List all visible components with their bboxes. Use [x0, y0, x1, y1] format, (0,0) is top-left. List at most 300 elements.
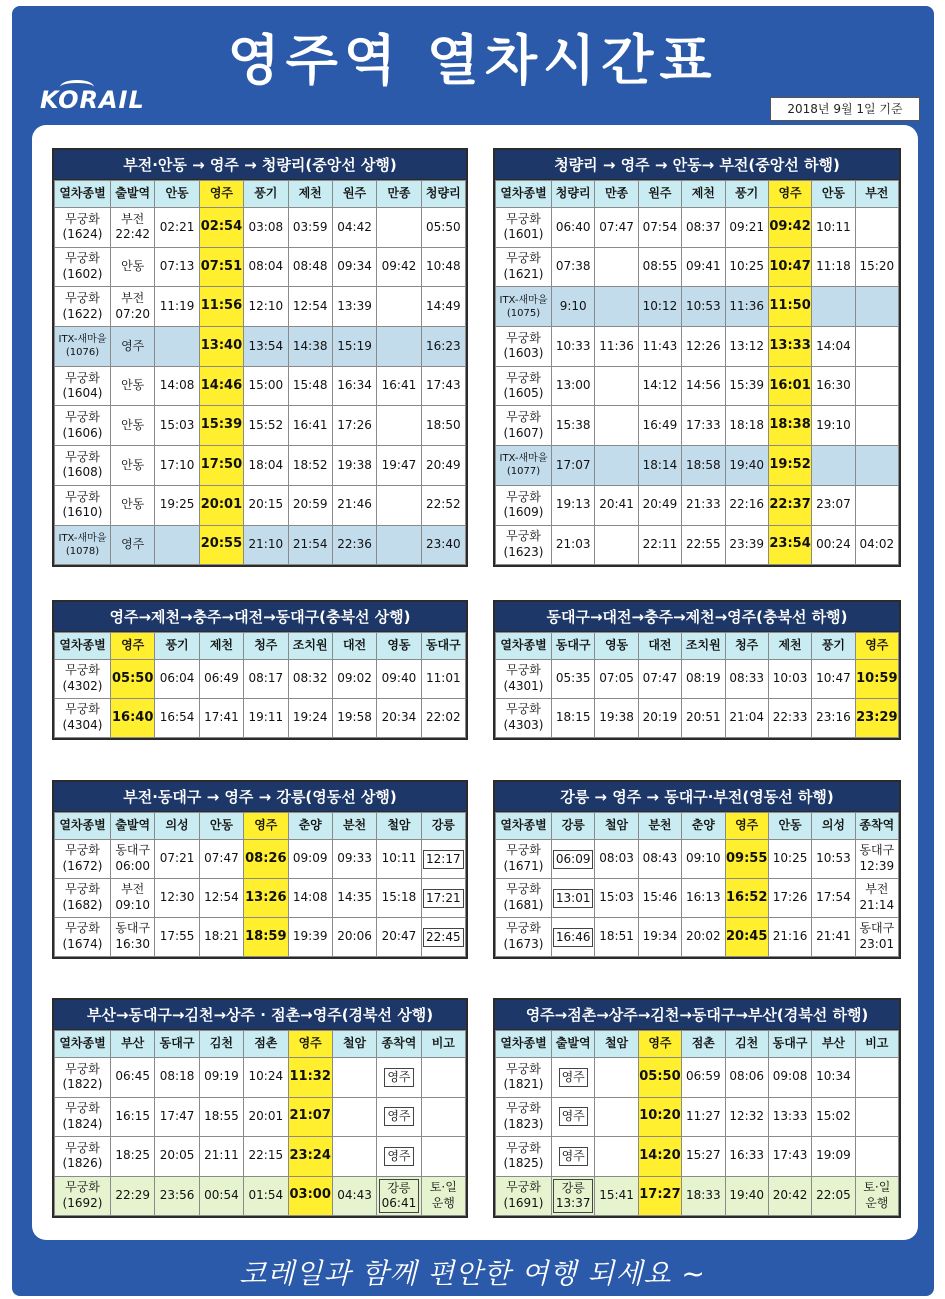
time-cell: 19:24 [288, 699, 332, 738]
column-header: 제천 [768, 633, 811, 660]
train-type-cell: ITX-새마을 (1075) [496, 287, 552, 327]
time-cell: 안동 [111, 406, 155, 446]
table-chungbuk-up [52, 600, 468, 740]
time-cell: 10:59 [855, 660, 898, 699]
time-cell: 07:38 [552, 247, 595, 287]
table-row [55, 446, 466, 486]
table-row [496, 406, 899, 446]
column-header: 동대구 [421, 633, 465, 660]
time-cell: 12:26 [682, 327, 725, 367]
train-type-cell: 무궁화 (1674) [55, 918, 111, 957]
table-row [55, 879, 466, 918]
time-cell: 19:09 [812, 1137, 855, 1177]
time-cell: 18:51 [595, 918, 638, 957]
time-cell: 09:41 [682, 247, 725, 287]
time-cell [552, 1058, 595, 1098]
time-cell: 동대구 06:00 [111, 840, 155, 879]
boxed-value: 강릉 06:41 [379, 1179, 420, 1213]
time-cell [595, 406, 638, 446]
column-header: 제천 [199, 633, 243, 660]
time-cell: 07:47 [595, 208, 638, 248]
time-cell: 18:58 [682, 446, 725, 486]
column-header: 열차종별 [496, 1031, 552, 1058]
table-row [496, 446, 899, 486]
time-cell: 11:27 [682, 1097, 725, 1137]
boxed-value: 영주 [559, 1147, 588, 1166]
time-cell [812, 446, 855, 486]
time-cell: 17:41 [199, 699, 243, 738]
time-cell: 04:42 [332, 208, 376, 248]
time-cell: 21:41 [812, 918, 855, 957]
time-cell: 15:46 [638, 879, 681, 918]
time-cell: 00:54 [199, 1176, 243, 1216]
timetable-grid [54, 632, 466, 738]
time-cell [377, 1137, 421, 1177]
time-cell: 04:43 [332, 1176, 376, 1216]
table-yeongdong-down [493, 780, 901, 959]
time-cell [855, 406, 898, 446]
time-cell: 09:21 [725, 208, 768, 248]
time-cell: 16:49 [638, 406, 681, 446]
column-header: 만종 [595, 181, 638, 208]
train-type-cell: 무궁화 (1602) [55, 247, 111, 287]
time-cell: 19:40 [725, 446, 768, 486]
time-cell: 07:54 [638, 208, 681, 248]
time-cell: 20:19 [638, 699, 681, 738]
time-cell: 14:46 [199, 366, 243, 406]
timetable-grid [495, 180, 899, 565]
time-cell: 20:55 [199, 525, 243, 565]
column-header: 대전 [332, 633, 376, 660]
time-cell: 19:38 [332, 446, 376, 486]
time-cell: 23:39 [725, 525, 768, 565]
table-row [496, 485, 899, 525]
time-cell [855, 287, 898, 327]
time-cell [552, 1137, 595, 1177]
column-header: 영동 [377, 633, 421, 660]
train-type-cell: 무궁화 (1821) [496, 1058, 552, 1098]
time-cell [421, 840, 465, 879]
time-cell: 10:53 [682, 287, 725, 327]
time-cell: 08:48 [288, 247, 332, 287]
time-cell: 21:11 [199, 1137, 243, 1177]
time-cell: 16:52 [725, 879, 768, 918]
time-cell: 23:16 [812, 699, 855, 738]
timetable-grid [495, 1030, 899, 1216]
column-header: 종착역 [855, 813, 898, 840]
time-cell: 22:11 [638, 525, 681, 565]
time-cell: 09:08 [768, 1058, 811, 1098]
column-header: 종착역 [377, 1031, 421, 1058]
column-header: 동대구 [155, 1031, 199, 1058]
time-cell: 11:01 [421, 660, 465, 699]
column-header: 영주 [244, 813, 288, 840]
time-cell [377, 208, 421, 248]
time-cell: 11:36 [725, 287, 768, 327]
time-cell: 부전 21:14 [855, 879, 898, 918]
time-cell: 21:16 [768, 918, 811, 957]
time-cell: 18:04 [244, 446, 288, 486]
train-type-cell: 무궁화 (1621) [496, 247, 552, 287]
column-header: 영주 [288, 1031, 332, 1058]
column-header: 열차종별 [55, 633, 111, 660]
time-cell: 22:16 [725, 485, 768, 525]
header-row [496, 1031, 899, 1058]
header-row [55, 1031, 466, 1058]
train-type-cell: 무궁화 (1604) [55, 366, 111, 406]
table-jungang-up [52, 148, 468, 567]
time-cell: 18:25 [111, 1137, 155, 1177]
time-cell: 22:37 [768, 485, 811, 525]
table-row [55, 208, 466, 248]
table-row [55, 366, 466, 406]
table-row [496, 840, 899, 879]
column-header: 동대구 [768, 1031, 811, 1058]
table-row [496, 918, 899, 957]
column-header: 청량리 [552, 181, 595, 208]
time-cell: 18:59 [244, 918, 288, 957]
time-cell: 19:11 [244, 699, 288, 738]
time-cell [552, 918, 595, 957]
column-header: 비고 [855, 1031, 898, 1058]
time-cell: 10:11 [377, 840, 421, 879]
time-cell: 07:51 [199, 247, 243, 287]
column-header: 청주 [725, 633, 768, 660]
time-cell [855, 366, 898, 406]
time-cell: 17:07 [552, 446, 595, 486]
time-cell: 15:03 [155, 406, 199, 446]
column-header: 영주 [855, 633, 898, 660]
time-cell: 06:45 [111, 1058, 155, 1098]
train-type-cell: ITX-새마을 (1076) [55, 327, 111, 367]
column-header: 열차종별 [496, 633, 552, 660]
time-cell: 00:24 [812, 525, 855, 565]
column-header: 영주 [725, 813, 768, 840]
time-cell: 20:45 [725, 918, 768, 957]
header-row [496, 813, 899, 840]
table-title: 부전·안동 → 영주 → 청량리(중앙선 상행) [54, 150, 466, 180]
time-cell [595, 1137, 638, 1177]
time-cell [155, 525, 199, 565]
time-cell: 10:53 [812, 840, 855, 879]
time-cell: 23:56 [155, 1176, 199, 1216]
table-title: 청량리 → 영주 → 안동→ 부전(중앙선 하행) [495, 150, 899, 180]
time-cell: 15:00 [244, 366, 288, 406]
time-cell: 20:59 [288, 485, 332, 525]
time-cell: 20:01 [244, 1097, 288, 1137]
column-header: 김천 [725, 1031, 768, 1058]
time-cell: 12:54 [199, 879, 243, 918]
train-type-cell: 무궁화 (1822) [55, 1058, 111, 1098]
time-cell: 10:34 [812, 1058, 855, 1098]
time-cell: 09:33 [332, 840, 376, 879]
time-cell: 17:47 [155, 1097, 199, 1137]
column-header: 제천 [682, 181, 725, 208]
time-cell: 12:32 [725, 1097, 768, 1137]
column-header: 열차종별 [55, 181, 111, 208]
time-cell: 19:38 [595, 699, 638, 738]
time-cell [595, 1058, 638, 1098]
table-row [496, 327, 899, 367]
time-cell: 07:47 [199, 840, 243, 879]
time-cell: 안동 [111, 366, 155, 406]
time-cell: 17:43 [421, 366, 465, 406]
time-cell: 01:54 [244, 1176, 288, 1216]
time-cell: 11:43 [638, 327, 681, 367]
train-type-cell: 무궁화 (1609) [496, 485, 552, 525]
time-cell: 16:41 [288, 406, 332, 446]
time-cell: 17:43 [768, 1137, 811, 1177]
time-cell: 08:26 [244, 840, 288, 879]
time-cell [595, 1097, 638, 1137]
train-type-cell: 무궁화 (1623) [496, 525, 552, 565]
column-header: 풍기 [244, 181, 288, 208]
time-cell: 09:09 [288, 840, 332, 879]
time-cell: 06:40 [552, 208, 595, 248]
train-type-cell: 무궁화 (1691) [496, 1176, 552, 1216]
time-cell [332, 1097, 376, 1137]
time-cell: 13:54 [244, 327, 288, 367]
time-cell: 부전 07:20 [111, 287, 155, 327]
column-header: 부산 [111, 1031, 155, 1058]
table-row [55, 525, 466, 565]
timetable-grid [54, 180, 466, 565]
time-cell: 19:40 [725, 1176, 768, 1216]
table-title: 부산→동대구→김천→상주 · 점촌→영주(경북선 상행) [54, 1000, 466, 1030]
time-cell [552, 1176, 595, 1216]
train-type-cell: 무궁화 (1692) [55, 1176, 111, 1216]
time-cell [855, 208, 898, 248]
train-type-cell: 무궁화 (4302) [55, 660, 111, 699]
time-cell: 09:40 [377, 660, 421, 699]
time-cell: 20:06 [332, 918, 376, 957]
column-header: 춘양 [682, 813, 725, 840]
boxed-value: 영주 [384, 1107, 413, 1126]
time-cell: 동대구 23:01 [855, 918, 898, 957]
time-cell: 22:55 [682, 525, 725, 565]
table-row [496, 1058, 899, 1098]
train-type-cell: 무궁화 (4303) [496, 699, 552, 738]
time-cell: 19:25 [155, 485, 199, 525]
time-cell: 13:12 [725, 327, 768, 367]
time-cell: 21:33 [682, 485, 725, 525]
time-cell: 21:46 [332, 485, 376, 525]
boxed-value: 영주 [384, 1147, 413, 1166]
time-cell: 14:35 [332, 879, 376, 918]
column-header: 동대구 [552, 633, 595, 660]
time-cell [855, 1058, 898, 1098]
column-header: 안동 [155, 181, 199, 208]
time-cell: 06:59 [682, 1058, 725, 1098]
time-cell: 10:47 [812, 660, 855, 699]
column-header: 철암 [595, 1031, 638, 1058]
time-cell: 11:19 [155, 287, 199, 327]
time-cell: 20:02 [682, 918, 725, 957]
time-cell: 09:42 [377, 247, 421, 287]
train-type-cell: ITX-새마을 (1077) [496, 446, 552, 486]
time-cell: 14:38 [288, 327, 332, 367]
time-cell: 03:59 [288, 208, 332, 248]
column-header: 영주 [199, 181, 243, 208]
header-row [496, 181, 899, 208]
time-cell [377, 1058, 421, 1098]
time-cell: 12:54 [288, 287, 332, 327]
column-header: 출발역 [111, 181, 155, 208]
time-cell: 21:10 [244, 525, 288, 565]
table-title: 동대구→대전→충주→제천→영주(충북선 하행) [495, 602, 899, 632]
column-header: 청주 [244, 633, 288, 660]
time-cell: 15:38 [552, 406, 595, 446]
time-cell: 20:49 [421, 446, 465, 486]
time-cell: 16:30 [812, 366, 855, 406]
train-type-cell: 무궁화 (1824) [55, 1097, 111, 1137]
time-cell: 17:10 [155, 446, 199, 486]
time-cell: 09:02 [332, 660, 376, 699]
time-cell [855, 1137, 898, 1177]
time-cell: 07:47 [638, 660, 681, 699]
table-jungang-down [493, 148, 901, 567]
time-cell: 02:21 [155, 208, 199, 248]
table-row [496, 879, 899, 918]
time-cell [552, 1097, 595, 1137]
time-cell [855, 1097, 898, 1137]
table-row [55, 918, 466, 957]
time-cell: 18:50 [421, 406, 465, 446]
time-cell: 19:47 [377, 446, 421, 486]
time-cell: 21:04 [725, 699, 768, 738]
table-row [496, 699, 899, 738]
train-type-cell: 무궁화 (1622) [55, 287, 111, 327]
time-cell: 17:33 [682, 406, 725, 446]
time-cell: 08:06 [725, 1058, 768, 1098]
time-cell: 16:41 [377, 366, 421, 406]
time-cell: 09:42 [768, 208, 811, 248]
column-header: 조치원 [288, 633, 332, 660]
table-row [496, 366, 899, 406]
table-row [55, 1137, 466, 1177]
column-header: 열차종별 [55, 1031, 111, 1058]
time-cell: 20:41 [595, 485, 638, 525]
time-cell [421, 1058, 465, 1098]
time-cell: 14:49 [421, 287, 465, 327]
time-cell: 영주 [111, 525, 155, 565]
table-title: 영주→점촌→상주→김천→동대구→부산(경북선 하행) [495, 1000, 899, 1030]
column-header: 출발역 [111, 813, 155, 840]
train-type-cell: ITX-새마을 (1078) [55, 525, 111, 565]
reference-date: 2018년 9월 1일 기준 [770, 97, 920, 121]
time-cell: 11:56 [199, 287, 243, 327]
time-cell: 18:33 [682, 1176, 725, 1216]
time-cell: 17:26 [332, 406, 376, 446]
column-header: 만종 [377, 181, 421, 208]
time-cell [552, 840, 595, 879]
column-header: 청량리 [421, 181, 465, 208]
column-header: 영동 [595, 633, 638, 660]
train-type-cell: 무궁화 (1610) [55, 485, 111, 525]
time-cell: 17:55 [155, 918, 199, 957]
table-row [55, 840, 466, 879]
time-cell: 18:14 [638, 446, 681, 486]
time-cell [552, 879, 595, 918]
time-cell [377, 485, 421, 525]
column-header: 춘양 [288, 813, 332, 840]
time-cell: 15:27 [682, 1137, 725, 1177]
time-cell: 19:13 [552, 485, 595, 525]
time-cell: 16:15 [111, 1097, 155, 1137]
table-row [55, 1058, 466, 1098]
time-cell: 14:04 [812, 327, 855, 367]
time-cell [377, 406, 421, 446]
time-cell [595, 525, 638, 565]
time-cell: 09:19 [199, 1058, 243, 1098]
timetable-grid [495, 812, 899, 957]
table-row [55, 287, 466, 327]
time-cell: 22:29 [111, 1176, 155, 1216]
column-header: 대전 [638, 633, 681, 660]
time-cell: 22:05 [812, 1176, 855, 1216]
time-cell: 07:13 [155, 247, 199, 287]
time-cell: 15:03 [595, 879, 638, 918]
time-cell: 10:48 [421, 247, 465, 287]
time-cell: 14:56 [682, 366, 725, 406]
time-cell [421, 879, 465, 918]
time-cell: 20:49 [638, 485, 681, 525]
time-cell: 13:33 [768, 1097, 811, 1137]
train-type-cell: 무궁화 (4301) [496, 660, 552, 699]
timetable-grid [495, 632, 899, 738]
time-cell [421, 1097, 465, 1137]
time-cell: 06:04 [155, 660, 199, 699]
time-cell: 08:32 [288, 660, 332, 699]
table-row [496, 525, 899, 565]
time-cell: 20:34 [377, 699, 421, 738]
time-cell: 15:02 [812, 1097, 855, 1137]
time-cell: 22:36 [332, 525, 376, 565]
time-cell: 토·일 운행 [855, 1176, 898, 1216]
train-type-cell: 무궁화 (1672) [55, 840, 111, 879]
time-cell: 13:00 [552, 366, 595, 406]
table-row [55, 247, 466, 287]
time-cell [377, 287, 421, 327]
time-cell: 부전 09:10 [111, 879, 155, 918]
time-cell: 09:10 [682, 840, 725, 879]
column-header: 의성 [155, 813, 199, 840]
time-cell: 안동 [111, 485, 155, 525]
time-cell: 14:12 [638, 366, 681, 406]
time-cell: 15:39 [199, 406, 243, 446]
column-header: 점촌 [244, 1031, 288, 1058]
time-cell: 17:54 [812, 879, 855, 918]
train-type-cell: 무궁화 (1681) [496, 879, 552, 918]
time-cell: 20:42 [768, 1176, 811, 1216]
boxed-value: 16:46 [553, 928, 594, 947]
time-cell: 16:01 [768, 366, 811, 406]
time-cell: 06:49 [199, 660, 243, 699]
time-cell: 10:12 [638, 287, 681, 327]
table-row [55, 406, 466, 446]
time-cell [332, 1058, 376, 1098]
time-cell: 10:47 [768, 247, 811, 287]
time-cell: 토·일 운행 [421, 1176, 465, 1216]
time-cell: 22:02 [421, 699, 465, 738]
time-cell: 18:15 [552, 699, 595, 738]
table-row [55, 660, 466, 699]
column-header: 풍기 [812, 633, 855, 660]
time-cell: 19:39 [288, 918, 332, 957]
time-cell: 15:39 [725, 366, 768, 406]
time-cell: 부전 22:42 [111, 208, 155, 248]
time-cell: 14:08 [155, 366, 199, 406]
